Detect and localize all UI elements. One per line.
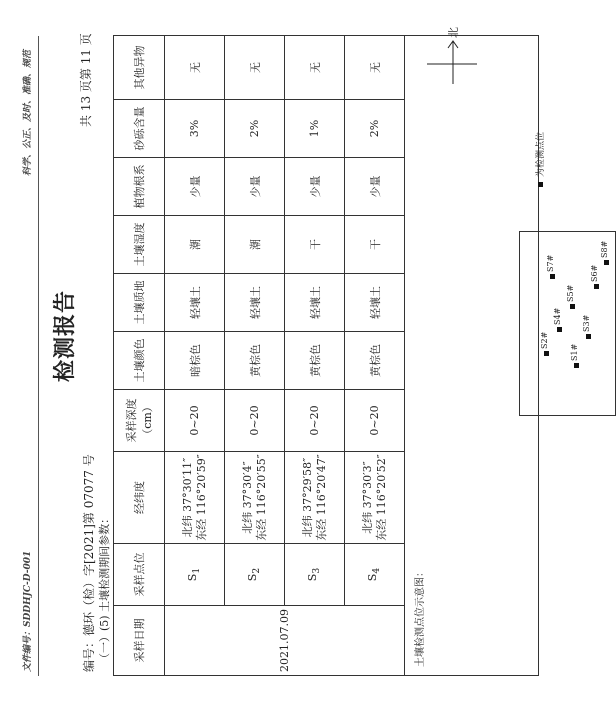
map-legend: 为检测点位: [533, 132, 546, 187]
map-row: [405, 36, 539, 676]
sample-point: $S_3$: [285, 544, 345, 606]
texture-cell: 轻壤土: [345, 274, 405, 332]
col-header: 植物根系: [114, 158, 165, 216]
point-marker: [550, 274, 555, 279]
col-header: 采样日期: [114, 606, 165, 676]
point-marker: [604, 260, 609, 265]
col-header: 采样点位: [114, 544, 165, 606]
section-heading: （一）(5) 土壤检测期间参数：: [98, 512, 111, 664]
texture-cell: 轻壤土: [165, 274, 225, 332]
sample-point: $S_2$: [225, 544, 285, 606]
gravel-cell: 2%: [345, 100, 405, 158]
gravel-cell: 2%: [225, 100, 285, 158]
texture-cell: 轻壤土: [225, 274, 285, 332]
sampling-date: 2021.07.09: [165, 606, 405, 676]
sample-point: $S_4$: [345, 544, 405, 606]
coordinates: 北纬 37°30′4″ 东经 116°20′55″: [225, 452, 285, 544]
sample-point: $S_1$: [165, 544, 225, 606]
report-number: 编号：德环（检）字[2021]第 07077 号: [82, 454, 96, 672]
table-row: [225, 36, 285, 676]
moisture-cell: 潮: [165, 216, 225, 274]
roots-cell: 少量: [345, 158, 405, 216]
table-row: [165, 36, 225, 676]
doc-id: 文件编号：SDDHJC-D-001: [23, 550, 33, 672]
col-header: 土壤质地: [114, 274, 165, 332]
soil-parameter-table: [113, 27, 609, 676]
point-marker: [557, 327, 562, 332]
north-label: 北: [447, 27, 460, 38]
point-label: S4#: [553, 307, 562, 325]
texture-cell: 轻壤土: [285, 274, 345, 332]
other-cell: 无: [225, 36, 285, 100]
depth-cell: 0~20: [285, 390, 345, 452]
point-marker: [570, 304, 575, 309]
moisture-cell: 干: [285, 216, 345, 274]
other-cell: 无: [165, 36, 225, 100]
point-marker: [594, 284, 599, 289]
point-label: S5#: [566, 284, 575, 302]
point-marker: [574, 363, 579, 368]
north-arrow-icon: [417, 26, 487, 86]
map-cell: [405, 27, 609, 676]
roots-cell: 少量: [285, 158, 345, 216]
roots-cell: 少量: [165, 158, 225, 216]
col-header: 砂砾含量: [114, 100, 165, 158]
sampling-map: [519, 231, 616, 416]
table-row: [285, 36, 345, 676]
other-cell: 无: [285, 36, 345, 100]
depth-cell: 0~20: [345, 390, 405, 452]
report-title: 检测报告: [52, 289, 78, 382]
other-cell: 无: [345, 36, 405, 100]
gravel-cell: 1%: [285, 100, 345, 158]
roots-cell: 少量: [225, 158, 285, 216]
color-cell: 黄棕色: [345, 332, 405, 390]
moisture-cell: 潮: [225, 216, 285, 274]
depth-cell: 0~20: [225, 390, 285, 452]
header-rule: [38, 36, 39, 676]
col-header: 土壤颜色: [114, 332, 165, 390]
col-header: 经纬度: [114, 452, 165, 544]
table-header-row: [114, 36, 165, 676]
coordinates: 北纬 37°30′11″ 东经 116°20′59″: [165, 452, 225, 544]
coordinates: 北纬 37°30′3″ 东经 116°20′52″: [345, 452, 405, 544]
coordinates: 北纬 37°29′58″ 东经 116°20′47″: [285, 452, 345, 544]
depth-cell: 0~20: [165, 390, 225, 452]
moisture-cell: 干: [345, 216, 405, 274]
point-marker: [544, 351, 549, 356]
col-header: 其他异物: [114, 36, 165, 100]
point-label: S7#: [546, 254, 555, 272]
motto: 科学、公正、及时、准确、规范: [23, 49, 33, 176]
col-header: 采样深度（cm）: [114, 390, 165, 452]
color-cell: 暗棕色: [165, 332, 225, 390]
point-marker: [586, 334, 591, 339]
gravel-cell: 3%: [165, 100, 225, 158]
point-label: S1#: [570, 343, 579, 361]
map-label: 土壤检测点位示意图：: [415, 567, 426, 667]
legend-marker-icon: [538, 182, 543, 187]
point-label: S3#: [582, 314, 591, 332]
table-row: [345, 36, 405, 676]
page-info: 共 13 页第 11 页: [79, 33, 93, 127]
point-label: S6#: [590, 264, 599, 282]
color-cell: 黄棕色: [225, 332, 285, 390]
col-header: 土壤湿度: [114, 216, 165, 274]
color-cell: 黄棕色: [285, 332, 345, 390]
point-label: S8#: [600, 240, 609, 258]
point-label: S2#: [540, 331, 549, 349]
